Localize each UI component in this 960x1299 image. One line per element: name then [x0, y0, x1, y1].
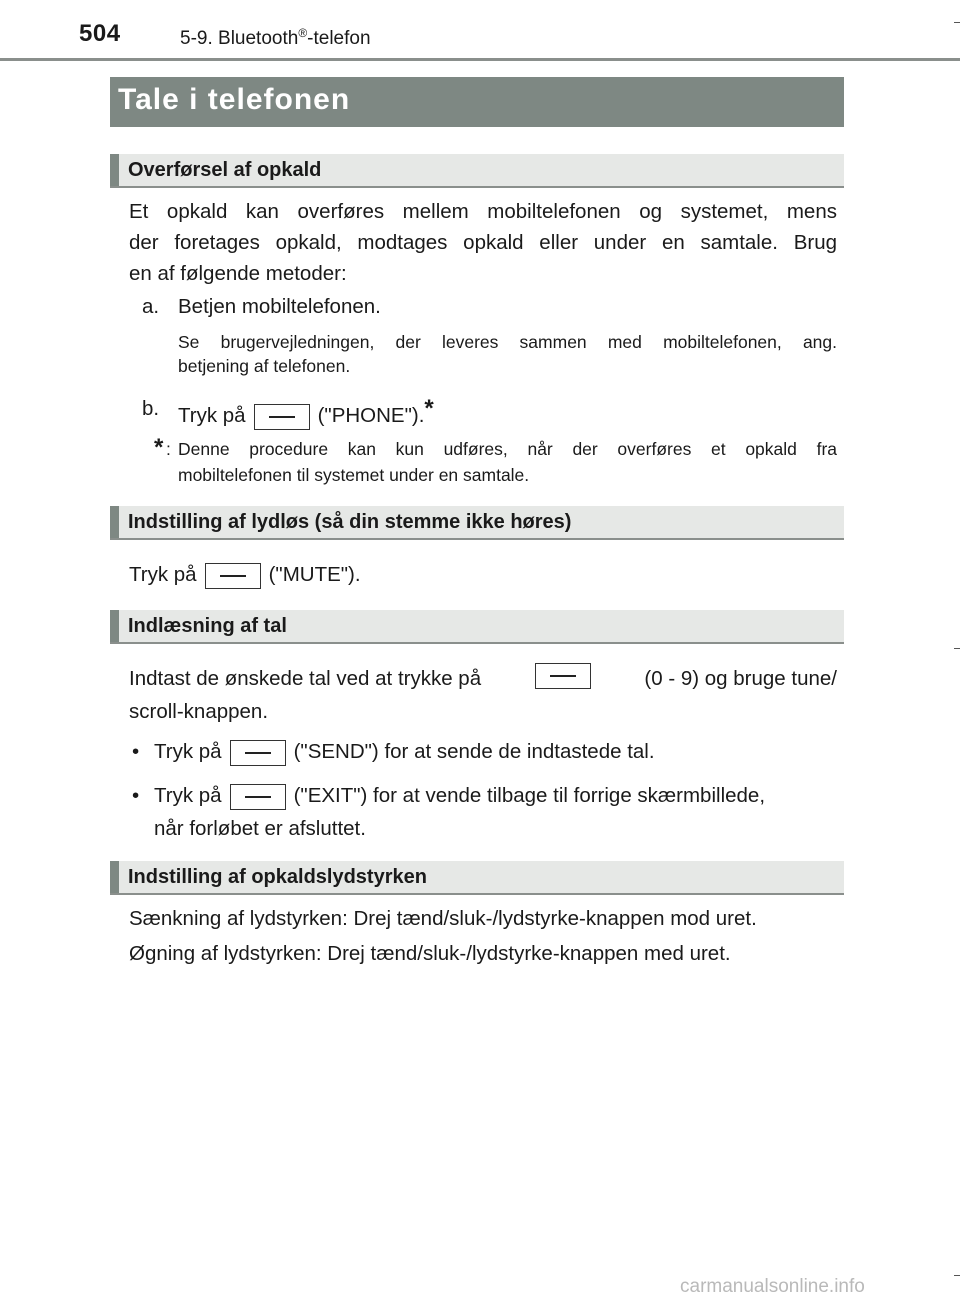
list-item-text: Betjen mobiltelefonen. — [178, 295, 381, 318]
list-marker: b. — [142, 397, 160, 420]
section-heading-volume: Indstilling af opkaldslydstyrken — [110, 861, 844, 895]
paragraph-line: Et opkald kan overføres mellem mobiltelefonen og systemet, mens — [129, 200, 837, 223]
section-heading-mute: Indstilling af lydløs (så din stemme ikke høres) — [110, 506, 844, 540]
paragraph-line: scroll-knappen. — [129, 700, 269, 723]
paragraph-line: når forløbet er afsluttet. — [154, 817, 366, 840]
page-header — [0, 0, 960, 62]
paragraph-line: Øgning af lydstyrken: Drej tænd/sluk-/lydstyrke-knappen med uret. — [129, 942, 731, 965]
bullet: • — [132, 784, 140, 807]
phone-button-icon — [254, 404, 310, 430]
paragraph-line: en af følgende metoder: — [129, 262, 347, 285]
section-heading-digits: Indlæsning af tal — [110, 610, 844, 644]
crop-mark — [954, 648, 960, 649]
header-rule — [0, 58, 960, 61]
mute-button-icon — [205, 563, 261, 589]
paragraph-line: Tryk på ("MUTE"). — [129, 559, 361, 590]
bullet-item-send: Tryk på ("SEND") for at sende de indtastede tal. — [154, 736, 655, 767]
paragraph-line: der foretages opkald, modtages opkald eller under en samtale. Brug — [129, 231, 837, 254]
exit-button-icon — [230, 784, 286, 810]
note-line: betjening af telefonen. — [178, 356, 351, 376]
list-item-text: Tryk på ("PHONE").* — [178, 393, 434, 431]
send-button-icon — [230, 740, 286, 766]
note-line: Se brugervejledningen, der leveres sammen med mobiltelefonen, ang. — [178, 332, 837, 352]
digit-button-icon — [535, 663, 591, 689]
page-title: Tale i telefonen — [118, 83, 351, 116]
footnote-line: mobiltelefonen til systemet under en samtale. — [178, 465, 530, 485]
crop-mark — [954, 22, 960, 23]
bullet: • — [132, 740, 140, 763]
paragraph-line: Indtast de ønskede tal ved at trykke på (0 - 9) og bruge tune/ — [129, 663, 837, 694]
list-marker: a. — [142, 295, 160, 318]
footnote-star: * — [154, 434, 164, 461]
watermark: carmanualsonline.info — [680, 1276, 865, 1297]
section-heading-transfer: Overførsel af opkald — [110, 154, 844, 188]
footnote-colon: : — [166, 439, 171, 459]
page-number: 504 — [79, 20, 121, 47]
page-title-band — [110, 77, 844, 127]
crop-mark — [954, 1275, 960, 1276]
footnote-line: Denne procedure kan kun udføres, når der overføres et opkald fra — [178, 439, 837, 459]
bullet-item-exit: Tryk på ("EXIT") for at vende tilbage til forrige skærmbillede, — [154, 780, 765, 811]
paragraph-line: Sænkning af lydstyrken: Drej tænd/sluk-/lydstyrke-knappen mod uret. — [129, 907, 757, 930]
chapter-title: 5-9. Bluetooth®-telefon — [180, 26, 371, 49]
